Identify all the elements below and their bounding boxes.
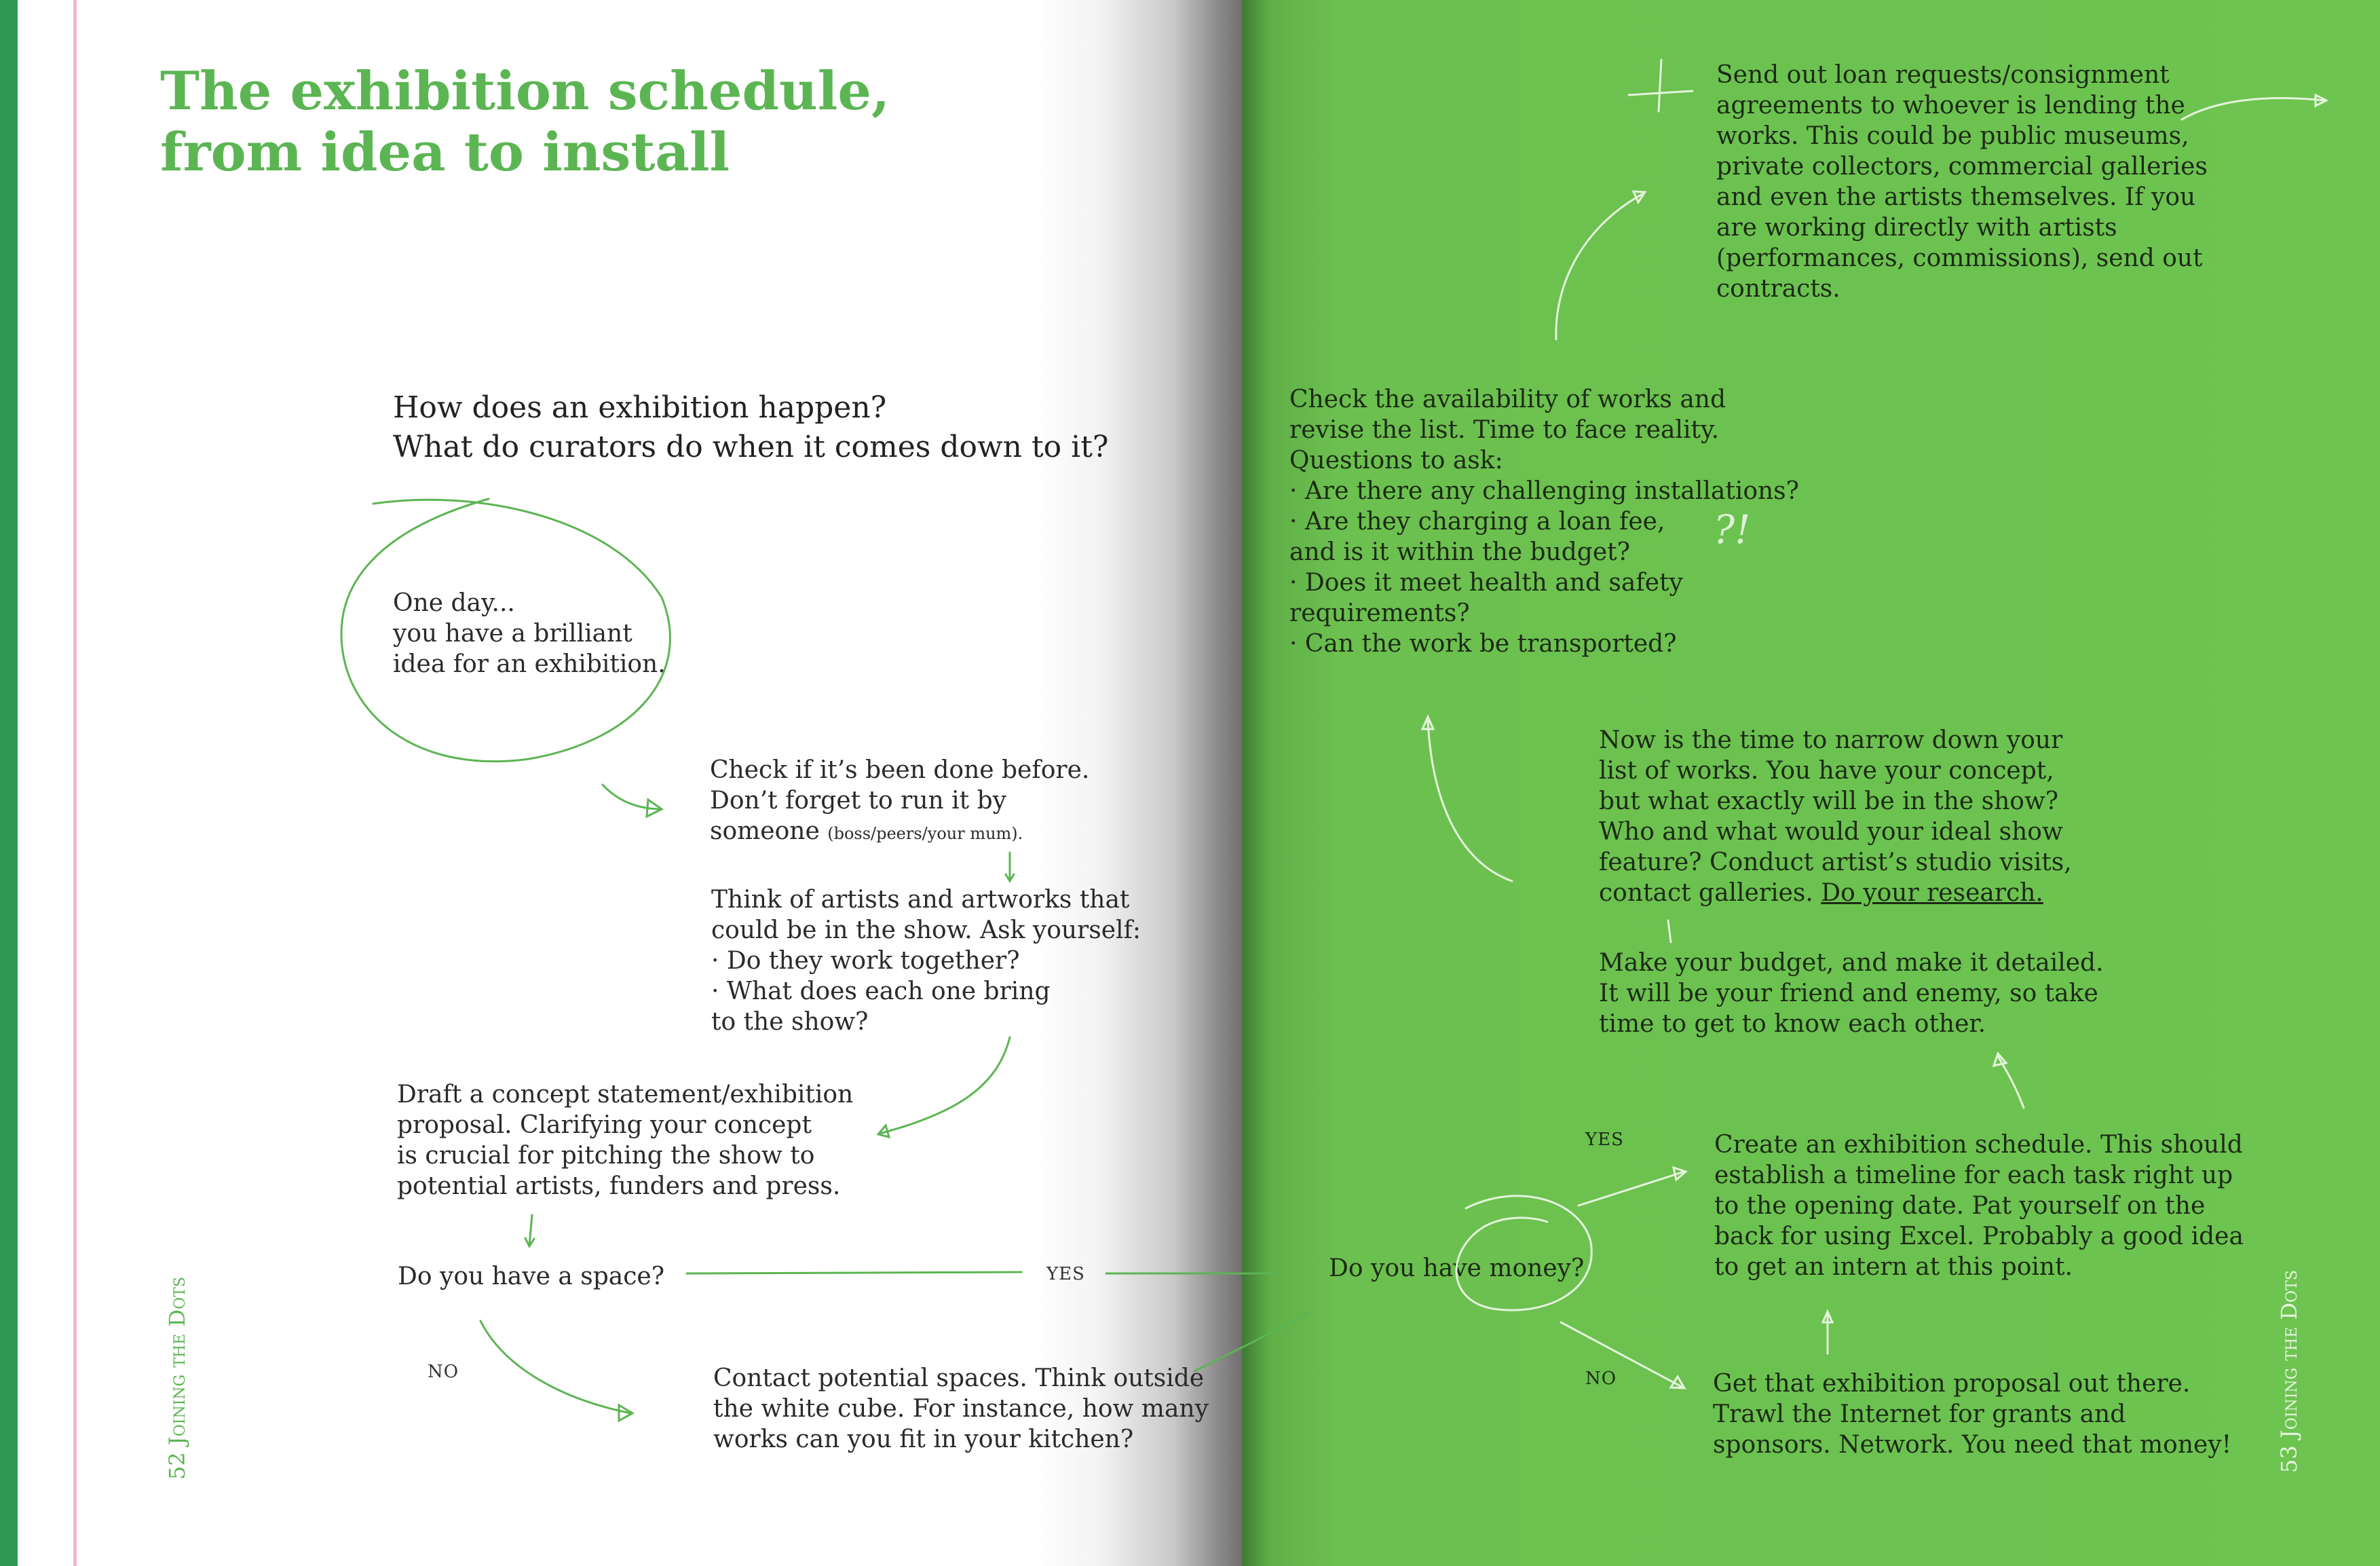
space-yes-label: YES [1046, 1264, 1085, 1284]
idea-bubble-text: One day... you have a brilliant idea for an exhibition. [393, 589, 666, 678]
arrow-money-no [1561, 1322, 1683, 1387]
right-running-head: Joining the Dots [2276, 1270, 2302, 1439]
idea-circle-shape [341, 499, 670, 762]
left-page-number: 52 [164, 1452, 190, 1480]
budget-text: Make your budget, and make it detailed. It will be your friend and enemy, so take time to get to know each other. [1599, 949, 2104, 1038]
arrow-space-no [480, 1321, 631, 1413]
proposal-text: Get that exhibition proposal out there. Trawl the Internet for grants and sponsors. Network. You need that money! [1713, 1370, 2232, 1459]
artists-text: Think of artists and artworks that could be in the show. Ask yourself: · Do they work together? · What does each one bring to the show? [711, 886, 1141, 1036]
money-yes-label: YES [1585, 1130, 1624, 1150]
draft-concept-text: Draft a concept statement/exhibition proposal. Clarifying your concept is crucial for pitching the show to potential artists, funders and press. [397, 1081, 854, 1200]
page-title: The exhibition schedule, from idea to install [160, 60, 890, 183]
line-contact-to-money [1194, 1313, 1310, 1371]
arrow-to-loan [1556, 194, 1642, 339]
handwritten-question-mark: ?! [1714, 506, 1751, 553]
left-running-head: Joining the Dots [164, 1277, 190, 1446]
space-no-label: NO [428, 1362, 459, 1382]
contact-spaces-text: Contact potential spaces. Think outside the white cube. For instance, how many works can you fit in your kitchen? [713, 1364, 1209, 1453]
arrow-artists-to-draft [880, 1037, 1010, 1134]
money-circle-shape [1456, 1196, 1591, 1310]
arrow-loan-out [2182, 98, 2324, 119]
cross-mark [1629, 60, 1693, 111]
arrow-money-yes [1579, 1172, 1684, 1206]
intro-question: How does an exhibition happen? What do curators do when it comes down to it? [393, 390, 1109, 464]
schedule-text: Create an exhibition schedule. This should establish a timeline for each task right up to the opening date. Pat yourself on the back for using Excel. Probably a good idea to get an intern at this point. [1714, 1131, 2244, 1281]
narrow-text: Now is the time to narrow down your list of works. You have your concept, but what exactly will be in the show? Who and what would your ideal show feature? Conduct artist’s studio visits, contact galleries. [1599, 726, 2072, 907]
arrow-idea-to-check [603, 785, 662, 809]
availability-text: Check the availability of works and revise the list. Time to face reality. Questions to ask: · Are there any challenging installations? · Are they charging a loan fee, and is it within the budget? · Does it meet health and safety requirements? · Can the work be transported? [1289, 386, 1799, 658]
research-underlined: Do your research. [1821, 879, 2043, 907]
check-small-note: (boss/peers/your mum). [827, 824, 1023, 843]
space-question: Do you have a space? [398, 1263, 665, 1290]
arrow-budget-to-narrow [1668, 920, 1671, 942]
right-page-number: 53 [2276, 1445, 2302, 1473]
loan-requests-text: Send out loan requests/consignment agreements to whoever is lending the works. This could be public museums, private collectors, commercial galleries and even the artists themselves. If you are working directly with artists (performances, commissions), send out contracts. [1716, 61, 2208, 303]
money-no-label: NO [1585, 1368, 1617, 1389]
check-text: Check if it’s been done before. Don’t forget to run it by someone [710, 756, 1090, 845]
arrow-to-availability [1428, 721, 1512, 881]
line-space-yes [687, 1272, 1021, 1273]
money-question: Do you have money? [1329, 1254, 1585, 1282]
